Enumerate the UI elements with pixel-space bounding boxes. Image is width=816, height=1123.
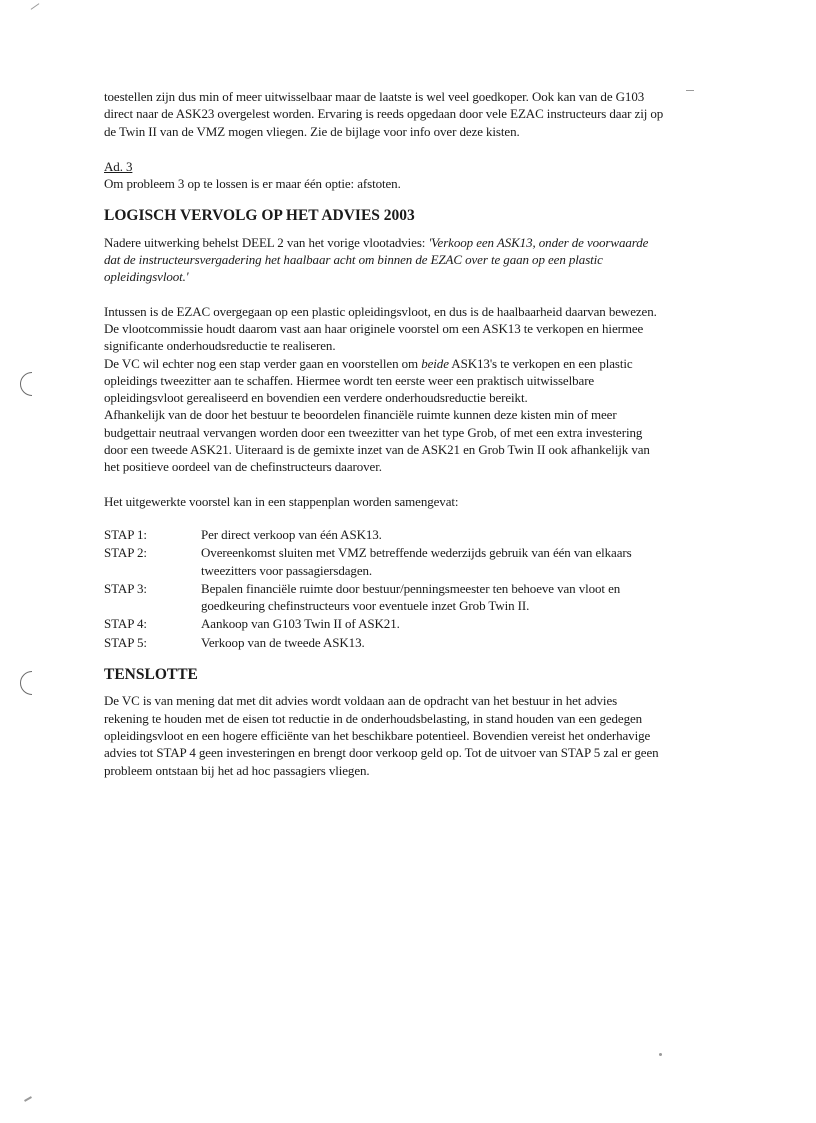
- scan-mark-top-left: [31, 3, 40, 10]
- punch-hole-lower: [20, 671, 44, 695]
- scan-mark-bottom-right: [659, 1053, 662, 1056]
- step-label: STAP 3:: [104, 580, 147, 596]
- paragraph-proposal: [104, 355, 664, 407]
- step-item: [104, 526, 664, 543]
- step-label: STAP 1:: [104, 526, 147, 542]
- step-item: [104, 580, 664, 615]
- quote-paragraph: [104, 234, 664, 286]
- proposal-text-end: ASK13's te verkopen en een plastic opleidings tweezitter aan te schaffen. Hiermee wordt ten eerste weer een praktisch uitwisselbare opleidingsvloot gerealiseerd en bovendien een verdere onderhoudsreductie bereikt.: [104, 355, 633, 406]
- step-text: Overeenkomst sluiten met VMZ betreffende wederzijds gebruik van één van elkaars tweezitters voor passagiersdagen.: [201, 545, 632, 578]
- ad3-heading: Ad. 3: [104, 158, 133, 174]
- paragraph-budget: Afhankelijk van de door het bestuur te beoordelen financiële ruimte kunnen deze kisten min of meer budgettair neutraal vervangen worden door een tweezitter van het type Grob, of met een extra investering door een tweede ASK21. Uiteraard is de gemixte inzet van de ASK21 en Grob Twin II ook afhankelijk van het positieve oordeel van de chefinstructeurs daarover.: [104, 407, 650, 475]
- step-item: [104, 634, 664, 651]
- step-text: Bepalen financiële ruimte door bestuur/penningsmeester ten behoeve van vloot en goedkeuring chefinstructeurs voor eventuele inzet Grob Twin II.: [201, 580, 621, 614]
- steps-intro: Het uitgewerkte voorstel kan in een stappenplan worden samengevat:: [104, 493, 459, 509]
- ad3-text: Om probleem 3 op te lossen is er maar één optie: afstoten.: [104, 176, 401, 192]
- step-label: STAP 2:: [104, 545, 147, 561]
- quote-lead: Nadere uitwerking behelst DEEL 2 van het vorige vlootadvies:: [104, 234, 429, 250]
- proposal-emphasis: beide: [421, 355, 449, 371]
- section-heading-tenslotte: TENSLOTTE: [104, 666, 198, 684]
- document-body: [104, 88, 664, 779]
- step-label: STAP 4:: [104, 616, 147, 632]
- paragraph-feasibility: Intussen is de EZAC overgegaan op een plastic opleidingsvloot, en dus is de haalbaarheid daarvan bewezen. De vlootcommissie houdt daarom vast aan haar originele voorstel om een ASK13 te verkopen en hiermee significante onderhoudsreductie te realiseren.: [104, 303, 657, 354]
- step-item: [104, 615, 664, 632]
- conclusion-paragraph: De VC is van mening dat met dit advies wordt voldaan aan de opdracht van het bestuur in het advies rekening te houden met de eisen tot reductie in de onderhoudsbelasting, in stand houden van een gedegen opleidingsvloot en een hogere efficiënte van het beschikbare potentieel. Bovendien vereist het onderhavige advies tot STAP 4 geen investeringen en brengt door verkoop geld op. Tot de uitvoer van STAP 5 zal er geen probleem ontstaan bij het ad hoc passagiers vliegen.: [104, 693, 659, 778]
- step-item: [104, 544, 664, 579]
- punch-hole-upper: [20, 372, 44, 396]
- intro-paragraph: toestellen zijn dus min of meer uitwisselbaar maar de laatste is wel veel goedkoper. Ook kan van de G103 direct naar de ASK23 overgelest worden. Ervaring is reeds opgedaan door vele EZAC instructeurs daar zij op de Twin II van de VMZ mogen vliegen. Zie de bijlage voor info over deze kisten.: [104, 89, 664, 139]
- section-heading-logisch-vervolg: LOGISCH VERVOLG OP HET ADVIES 2003: [104, 207, 415, 225]
- quote-text: 'Verkoop een ASK13, onder de voorwaarde dat de instructeursvergadering het haalbaar acht om binnen de EZAC over te gaan op een plastic opleidingsvloot.': [104, 234, 649, 285]
- steps-list: [104, 526, 664, 651]
- step-text: Aankoop van G103 Twin II of ASK21.: [201, 616, 400, 632]
- step-text: Verkoop van de tweede ASK13.: [201, 634, 365, 650]
- scan-mark-right: [686, 90, 694, 91]
- step-label: STAP 5:: [104, 634, 147, 650]
- step-text: Per direct verkoop van één ASK13.: [201, 526, 382, 542]
- scan-mark-bottom-left: [24, 1096, 32, 1102]
- proposal-text-start: De VC wil echter nog een stap verder gaan en voorstellen om: [104, 355, 422, 371]
